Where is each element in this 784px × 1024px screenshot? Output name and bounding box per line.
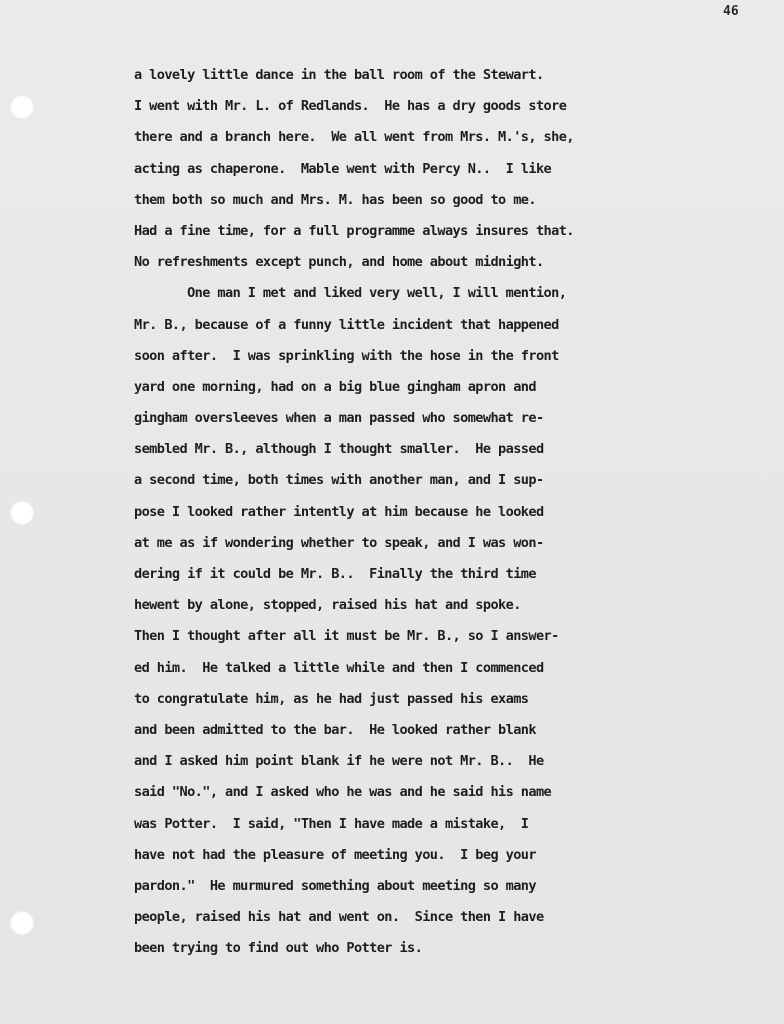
binder-hole-bottom [10,911,34,935]
text-line: was Potter. I said, "Then I have made a mistake, I [134,815,529,832]
text-line: there and a branch here. We all went from Mrs. M.'s, she, [134,129,574,146]
text-line: people, raised his hat and went on. Since then I have [134,909,544,926]
text-line: at me as if wondering whether to speak, and I was won- [134,534,544,551]
text-line: been trying to find out who Potter is. [134,940,423,957]
typed-text-body [134,63,774,967]
text-line: to congratulate him, as he had just passed his exams [134,690,529,707]
text-line: said "No.", and I asked who he was and he said his name [134,784,552,801]
text-line: Then I thought after all it must be Mr. B., so I answer- [134,628,559,645]
binder-hole-middle [10,501,34,525]
page-number: 46 [723,4,739,19]
text-line: a second time, both times with another man, and I sup- [134,472,544,489]
text-line: and been admitted to the bar. He looked rather blank [134,721,536,738]
text-line: Had a fine time, for a full programme always insures that. [134,222,574,239]
text-line: and I asked him point blank if he were not Mr. B.. He [134,753,544,770]
text-line: a lovely little dance in the ball room of the Stewart. [134,67,544,83]
text-line: ed him. He talked a little while and then I commenced [134,659,544,676]
text-line: gingham oversleeves when a man passed who somewhat re- [134,410,544,427]
text-line: pose I looked rather intently at him because he looked [134,503,544,520]
text-line: dering if it could be Mr. B.. Finally the third time [134,566,536,582]
text-line: Mr. B., because of a funny little incident that happened [134,316,559,333]
text-line: have not had the pleasure of meeting you. I beg your [134,846,536,863]
text-line: them both so much and Mrs. M. has been so good to me. [134,191,536,208]
text-line: acting as chaperone. Mable went with Percy N.. I like [134,160,552,177]
binder-hole-top [10,95,34,119]
text-line: hewent by alone, stopped, raised his hat and spoke. [134,597,521,614]
text-line: soon after. I was sprinkling with the hose in the front [134,347,559,364]
text-line: I went with Mr. L. of Redlands. He has a dry goods store [134,98,567,115]
text-line: No refreshments except punch, and home about midnight. [134,254,544,271]
text-line: sembled Mr. B., although I thought smaller. He passed [134,441,544,458]
text-line: One man I met and liked very well, I will mention, [134,285,567,302]
text-line: yard one morning, had on a big blue gingham apron and [134,378,536,395]
text-line: pardon." He murmured something about meeting so many [134,877,536,894]
